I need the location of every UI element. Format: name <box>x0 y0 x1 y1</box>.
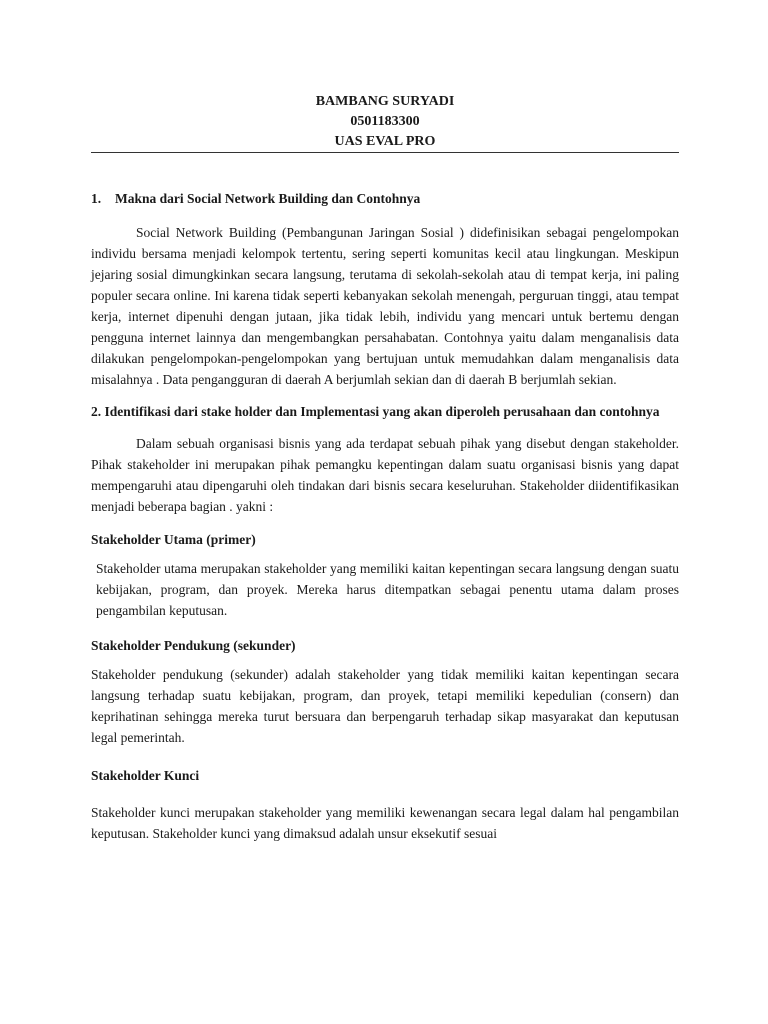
stakeholder-key-paragraph: Stakeholder kunci merupakan stakeholder yang memiliki kewenangan secara legal dalam hal pengambilan keputusan. Stakeholder kunci yang dimaksud adalah unsur eksekutif sesuai <box>91 805 679 841</box>
section-paragraph-1: Social Network Building (Pembangunan Jaringan Sosial ) didefinisikan sebagai pengelompokan individu bersama menjadi kelompok tertentu, sering seperti komunitas kecil atau lingkungan. Meskipun jejaring sosial dimungkinkan secara langsung, terutama di sekolah-sekolah atau di tempat kerja, ini paling populer secara online. Ini karena tidak seperti kebanyakan sekolah menengah, perguruan tinggi, atau tempat kerja, internet dipenuhi dengan jutaan, jika tidak lebih, individu yang mencari untuk bertemu dengan pengguna internet lainnya dan mengembangkan persahabatan. Contohnya yaitu dalam menganalisis data dilakukan pengelompokan-pengelompokan yang bertujuan untuk memudahkan dalam menganalisis data misalahnya . Data pengangguran di daerah A berjumlah sekian dan di daerah B berjumlah sekian. <box>91 225 679 387</box>
section-title-2: Identifikasi dari stake holder dan Implementasi yang akan diperoleh perusahaan dan contohnya <box>104 404 660 419</box>
stakeholder-secondary-paragraph: Stakeholder pendukung (sekunder) adalah stakeholder yang tidak memiliki kaitan kepentingan secara langsung terhadap suatu kebijakan, program, dan proyek, tetapi memiliki kepedulian (consern) dan keprihatinan sehingga mereka turut bersuara dan berpengaruh terhadap sikap masyarakat dan keputusan legal pemerintah. <box>91 667 679 745</box>
course-title: UAS EVAL PRO <box>334 134 436 149</box>
author-name: BAMBANG SURYADI <box>315 94 455 109</box>
section-number-2: 2. <box>91 404 102 419</box>
stakeholder-secondary-heading: Stakeholder Pendukung (sekunder) <box>91 638 296 653</box>
section-heading-2 <box>91 401 679 422</box>
student-id: 0501183300 <box>350 114 420 129</box>
header-divider <box>91 152 679 153</box>
stakeholder-key-heading: Stakeholder Kunci <box>91 768 200 783</box>
section-paragraph-2: Dalam sebuah organisasi bisnis yang ada terdapat sebuah pihak yang disebut dengan stakeholder. Pihak stakeholder ini merupakan pihak pemangku kepentingan dalam suatu organisasi bisnis yang dapat mempengaruhi atau dipengaruhi oleh tindakan dari bisnis secara keseluruhan. Stakeholder diidentifikasikan menjadi beberapa bagian . yakni : <box>91 436 679 514</box>
document-header <box>91 92 679 152</box>
stakeholder-primary-heading: Stakeholder Utama (primer) <box>91 532 256 547</box>
stakeholder-primary-paragraph: Stakeholder utama merupakan stakeholder yang memiliki kaitan kepentingan secara langsung dengan suatu kebijakan, program, dan proyek. Mereka harus ditempatkan sebagai penentu utama dalam proses pengambilan keputusan. <box>96 561 679 618</box>
section-number-1: 1. <box>91 191 102 206</box>
section-heading-1 <box>91 188 679 209</box>
document-body <box>91 188 679 844</box>
section-title-1: Makna dari Social Network Building dan Contohnya <box>115 191 421 206</box>
